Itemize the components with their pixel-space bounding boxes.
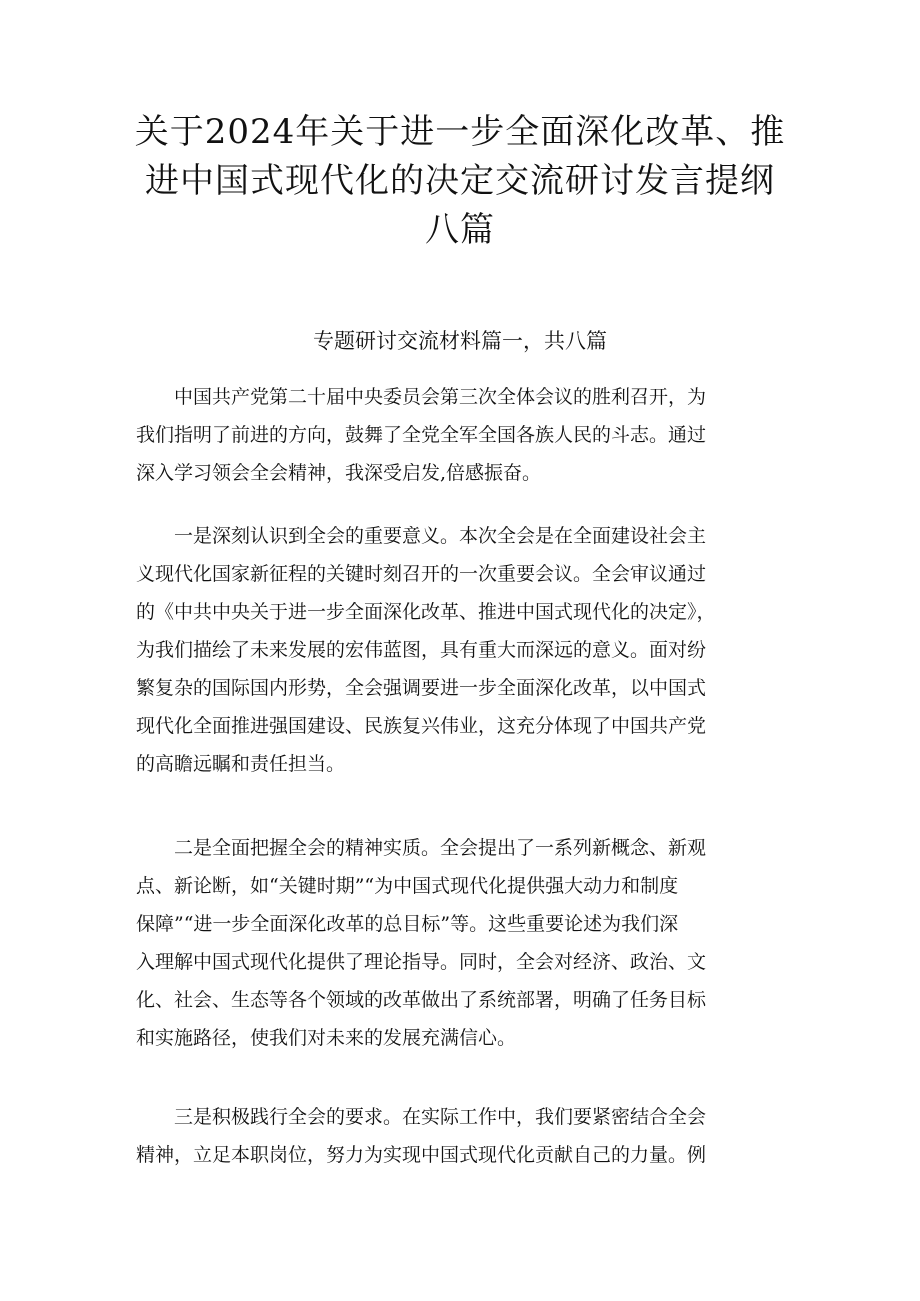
document-title: [120, 108, 800, 255]
text-line: 三是积极践行全会的要求。在实际工作中，我们要紧密结合全会: [136, 1106, 707, 1128]
text-line: 义现代化国家新征程的关键时刻召开的一次重要会议。全会审议通过: [136, 563, 707, 585]
text-line: 为我们描绘了未来发展的宏伟蓝图，具有重大而深远的意义。面对纷: [136, 639, 707, 661]
title-line: 关于2024年关于进一步全面深化改革、推: [134, 112, 786, 152]
text-line: 我们指明了前进的方向，鼓舞了全党全军全国各族人民的斗志。通过: [136, 424, 707, 446]
section-heading: 专题研讨交流材料篇一，共八篇: [313, 329, 607, 353]
title-line: 进中国式现代化的决定交流研讨发言提纲: [145, 161, 775, 201]
text-line: 深入学习领会全会精神，我深受启发,倍感振奋。: [136, 462, 542, 484]
text-line: 和实施路径，使我们对未来的发展充满信心。: [136, 1027, 517, 1049]
text-line: 点、新论断，如“关键时期”“为中国式现代化提供强大动力和制度: [136, 875, 679, 897]
title-line: 八篇: [425, 210, 495, 250]
text-line: 现代化全面推进强国建设、民族复兴伟业，这充分体现了中国共产党: [136, 715, 707, 737]
paragraph-point-one: [136, 517, 788, 783]
text-line: 二是全面把握全会的精神实质。全会提出了一系列新概念、新观: [136, 837, 707, 859]
paragraph-point-two: [136, 829, 788, 1057]
text-line: 保障”“进一步全面深化改革的总目标”等。这些重要论述为我们深: [136, 913, 679, 935]
text-line: 化、社会、生态等各个领域的改革做出了系统部署，明确了任务目标: [136, 989, 707, 1011]
text-line: 一是深刻认识到全会的重要意义。本次全会是在全面建设社会主: [136, 525, 707, 547]
text-line: 精神，立足本职岗位，努力为实现中国式现代化贡献自己的力量。例: [136, 1144, 707, 1166]
text-line: 入理解中国式现代化提供了理论指导。同时，全会对经济、政治、文: [136, 951, 707, 973]
paragraph-intro: [136, 378, 788, 492]
paragraph-point-three: [136, 1098, 788, 1174]
text-line: 的《中共中央关于进一步全面深化改革、推进中国式现代化的决定》，: [136, 601, 716, 623]
text-line: 的高瞻远瞩和责任担当。: [136, 753, 346, 775]
text-line: 繁复杂的国际国内形势，全会强调要进一步全面深化改革，以中国式: [136, 677, 707, 699]
text-line: 中国共产党第二十届中央委员会第三次全体会议的胜利召开，为: [136, 386, 707, 408]
